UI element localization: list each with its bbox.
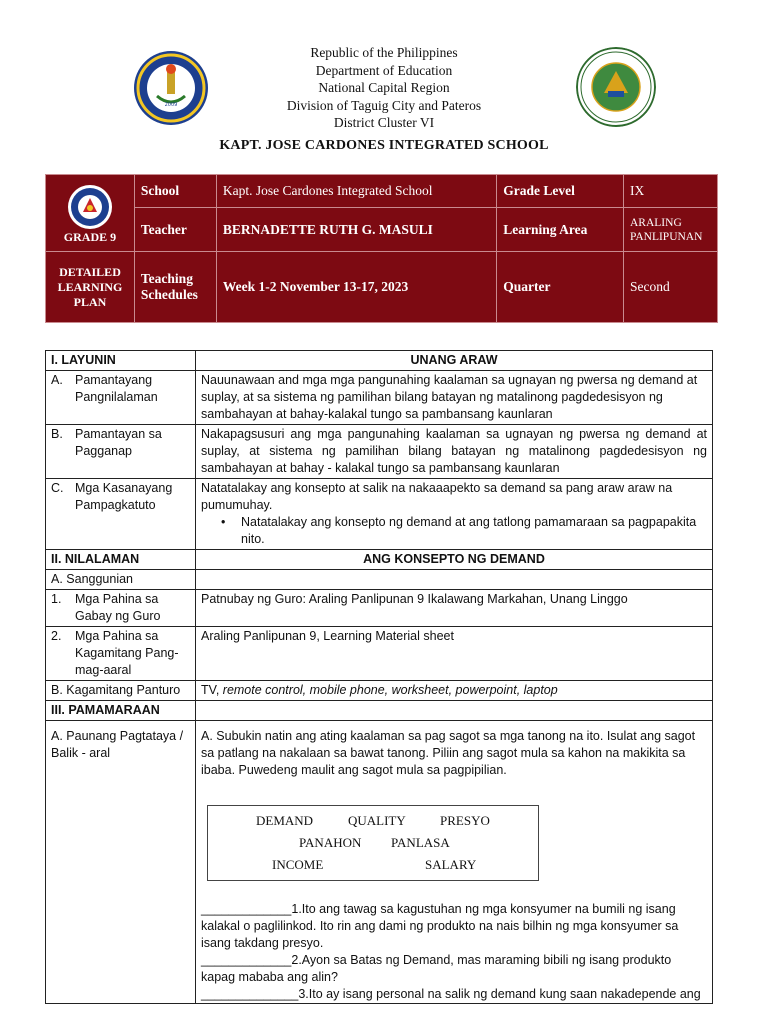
teacher-value: BERNADETTE RUTH G. MASULI bbox=[216, 208, 496, 252]
table-row bbox=[46, 590, 713, 627]
row-content: Nauunawaan and mga mga pangunahing kaalaman sa ugnayan ng pwersa ng demand at suplay, at sa sistema ng pamilihan bilang batayan ng matalinong pagdedesisyon ng sambahayan at bahay-kalakal tungo sa pambansang kaunlaran bbox=[196, 371, 713, 425]
table-row bbox=[46, 721, 713, 1004]
table-row bbox=[46, 681, 713, 701]
table-row bbox=[46, 627, 713, 681]
bullet-text: Natatalakay ang konsepto ng demand at ang tatlong pamamaraan sa pagpapakita nito. bbox=[241, 515, 697, 546]
empty-cell bbox=[196, 570, 713, 590]
deped-seal-logo bbox=[67, 184, 113, 230]
word-choice: QUALITY bbox=[348, 813, 406, 828]
school-value: Kapt. Jose Cardones Integrated School bbox=[216, 175, 496, 208]
deped-badge bbox=[46, 175, 135, 252]
empty-cell bbox=[196, 701, 713, 721]
panturo-materials: remote control, mobile phone, worksheet, powerpoint, laptop bbox=[222, 683, 558, 697]
section-layunin: I. LAYUNIN bbox=[46, 351, 196, 371]
document-header bbox=[0, 44, 768, 154]
learning-area-value: ARALING PANLIPUNAN bbox=[624, 208, 718, 252]
row-content bbox=[196, 681, 713, 701]
row-content: Nakapagsusuri ang mga pangunahing kaalaman sa ugnayan ng pwersa ng demand at suplay, at sistema ng pamilihan bilang batayan ng matalinong pagdedesisyon ng sambahayan at bahay - kalakal tungo sa pambansang kaunlaran bbox=[196, 425, 713, 479]
row-content: Araling Panlipunan 9, Learning Material sheet bbox=[196, 627, 713, 681]
grade-badge: GRADE 9 bbox=[63, 229, 117, 244]
row-letter: C. bbox=[51, 481, 64, 495]
question-1: _____________1.Ito ang tawag sa kagustuhan ng mga konsyumer na bumili ng isang kalakal o paglilinkod. Ito rin ang dami ng produkto na nais bilhin ng mga konsyumer sa isang takdang presyo. bbox=[201, 902, 679, 950]
day-heading: UNANG ARAW bbox=[196, 351, 713, 371]
schedule-value: Week 1-2 November 13-17, 2023 bbox=[216, 252, 496, 323]
header-line-deped: Department of Education bbox=[315, 62, 453, 78]
word-choice: SALARY bbox=[425, 857, 477, 872]
row-letter: B. bbox=[51, 427, 63, 441]
section-pamamaraan: III. PAMAMARAAN bbox=[46, 701, 196, 721]
table-row bbox=[46, 701, 713, 721]
plan-badge: DETAILED LEARNING PLAN bbox=[46, 252, 135, 323]
schedule-label: Teaching Schedules bbox=[134, 252, 216, 323]
panturo-label: B. Kagamitang Panturo bbox=[46, 681, 196, 701]
svg-text:2009: 2009 bbox=[164, 102, 178, 108]
instructions-text: A. Subukin natin ang ating kaalaman sa pag sagot sa mga tanong na ito. Isulat ang sagot sa patlang na nakalaan sa bawat tanong. Piliin ang sagot mula sa kahon na makikita sa ibaba. Puwedeng maulit ang sagot mula sa pagpipilian. bbox=[201, 729, 696, 777]
header-line-region: National Capital Region bbox=[318, 80, 450, 95]
sanggunian-label: A. Sanggunian bbox=[46, 570, 196, 590]
bullet-icon: • bbox=[221, 515, 226, 529]
word-choice: PRESYO bbox=[440, 813, 490, 828]
row-content: Patnubay ng Guro: Araling Panlipunan 9 Ikalawang Markahan, Unang Linggo bbox=[196, 590, 713, 627]
quarter-label: Quarter bbox=[497, 252, 624, 323]
lesson-plan-table bbox=[45, 350, 713, 1004]
word-choice: DEMAND bbox=[256, 813, 314, 828]
topic-heading: ANG KONSEPTO NG DEMAND bbox=[196, 550, 713, 570]
row-number: 2. bbox=[51, 629, 62, 643]
school-label: School bbox=[134, 175, 216, 208]
panturo-tv: TV, bbox=[201, 683, 223, 697]
row-label: Mga Pahina sa Gabay ng Guro bbox=[75, 592, 161, 623]
header-line-republic: Republic of the Philippines bbox=[310, 45, 458, 60]
question-3: ______________3.Ito ay isang personal na salik ng demand kung saan nakadepende ang bbox=[201, 987, 701, 1001]
row-label: Pamantayang Pangnilalaman bbox=[75, 373, 158, 404]
grade-level-label: Grade Level bbox=[497, 175, 624, 208]
header-line-division: Division of Taguig City and Pateros bbox=[286, 97, 482, 113]
row-label: Mga Kasanayang Pampagkatuto bbox=[75, 481, 173, 512]
row-letter: A. bbox=[51, 373, 63, 387]
table-row bbox=[46, 550, 713, 570]
school-title: KAPT. JOSE CARDONES INTEGRATED SCHOOL bbox=[219, 137, 549, 153]
word-choice: PANLASA bbox=[391, 835, 450, 850]
row-label: Mga Pahina sa Kagamitang Pang-mag-aaral bbox=[75, 629, 179, 677]
paunang-label: A. Paunang Pagtataya / Balik - aral bbox=[46, 721, 196, 1004]
row-number: 1. bbox=[51, 592, 62, 606]
grade-level-value: IX bbox=[624, 175, 718, 208]
header-line-district: District Cluster VI bbox=[333, 115, 435, 130]
learning-area-label: Learning Area bbox=[497, 208, 624, 252]
word-choice: PANAHON bbox=[299, 835, 362, 850]
table-row bbox=[46, 351, 713, 371]
question-2: _____________2.Ayon sa Batas ng Demand, mas maraming bibili ng isang produkto kapag mababa ang alin? bbox=[201, 953, 672, 984]
word-choice-box bbox=[207, 805, 539, 881]
table-row bbox=[46, 371, 713, 425]
table-row bbox=[46, 479, 713, 550]
quarter-value: Second bbox=[624, 252, 718, 323]
row-label: Pamantayan sa Pagganap bbox=[75, 427, 162, 458]
table-row bbox=[46, 425, 713, 479]
section-nilalaman: II. NILALAMAN bbox=[46, 550, 196, 570]
row-content: Natatalakay ang konsepto at salik na nakaaapekto sa demand sa pang araw araw na pumumuhay. bbox=[201, 481, 673, 512]
word-choice: INCOME bbox=[272, 857, 324, 872]
teacher-label: Teacher bbox=[134, 208, 216, 252]
table-row bbox=[46, 570, 713, 590]
dlp-info-table bbox=[45, 174, 718, 323]
